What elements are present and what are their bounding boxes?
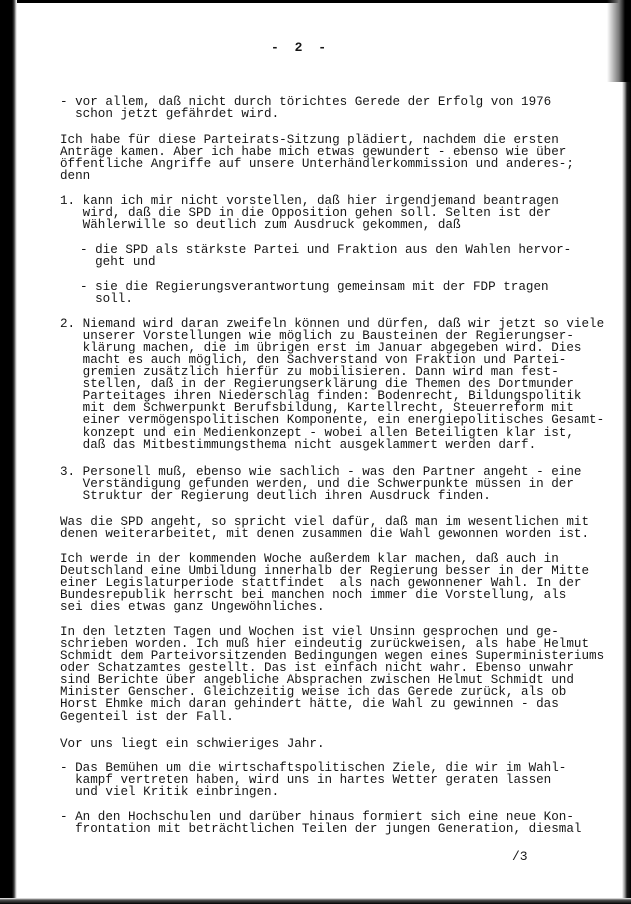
page-number: - 2 - [271,40,331,55]
text-line: schon jetzt gefährdet wird. [60,107,280,121]
text-line: geht und [80,255,156,269]
text-line: Vor uns liegt ein schwieriges Jahr. [60,737,325,751]
text-line: klärung machen, die im übrigen erst im Januar abgegeben wird. Dies [60,341,582,355]
text-line: macht es auch möglich, den Sachverstand von Fraktion und Partei- [60,353,567,367]
text-line: Anträge kamen. Aber ich habe mich etwas gewundert - ebenso wie über [60,145,567,159]
next-page-ref: /3 [512,849,528,864]
text-line: kampf vertreten haben, wird uns in hartes Wetter geraten lassen [60,773,552,787]
text-line: wird, daß die SPD in die Opposition gehen soll. Selten ist der [60,206,552,220]
text-line: 1. kann ich mir nicht vorstellen, daß hier irgendjemand beantragen [60,194,559,208]
text-line: gremien zusätzlich hierfür zu mobilisieren. Dann wird man fest- [60,365,559,379]
text-line: sind Berichte über angebliche Absprachen zwischen Helmut Schmidt und [60,673,574,687]
text-line: frontation mit beträchtlichen Teilen der jungen Generation, diesmal [60,822,582,836]
text-line: denn [60,169,91,183]
text-line: Ich werde in der kommenden Woche außerdem klar machen, daß auch in [60,552,559,566]
text-line: Bundesrepublik herrscht bei manchen noch immer die Vorstellung, als [60,588,567,602]
text-line: Deutschland eine Umbildung innerhalb der Regierung besser in der Mitte [60,564,590,578]
text-line: - sie die Regierungsverantwortung gemeinsam mit der FDP tragen [80,280,549,294]
text-line: In den letzten Tagen und Wochen ist viel Unsinn gesprochen und ge- [60,625,559,639]
text-line: einer Legislaturperiode stattfindet als nach gewonnener Wahl. In der [60,576,582,590]
text-line: soll. [80,292,133,306]
text-line: Was die SPD angeht, so spricht viel dafür, daß man im wesentlichen mit [60,515,590,529]
scan-border-right [622,0,631,904]
text-line: Horst Ehmke mich daran gehindert hätte, die Wahl zu gewinnen - das [60,697,559,711]
text-line: denen weiterarbeitet, mit denen zusammen die Wahl gewonnen worden ist. [60,527,590,541]
text-line: oder Schatzamtes gestellt. Das ist einfach nicht wahr. Ebenso unwahr [60,661,574,675]
text-line: Struktur der Regierung deutlich ihren Ausdruck finden. [60,489,491,503]
text-line: sei dies etwas ganz Ungewöhnliches. [60,600,325,614]
scan-border-top [0,0,631,3]
text-line: stellen, daß in der Regierungserklärung die Themen des Dortmunder [60,377,574,391]
scan-corner-shadow [607,0,631,82]
text-line: Schmidt dem Parteivorsitzenden Bedingungen wegen eines Superministeriums [60,649,605,663]
text-line: Minister Genscher. Gleichzeitig weise ich das Gerede zurück, als ob [60,685,567,699]
text-line: Parteitages ihren Niederschlag finden: Bodenrecht, Bildungspolitik [60,389,582,403]
text-line: - die SPD als stärkste Partei und Fraktion aus den Wahlen hervor- [80,243,572,257]
text-line: öffentliche Angriffe auf unsere Unterhändlerkommission und anderes-; [60,157,574,171]
text-line: Verständigung gefunden werden, und die Schwerpunkte müssen in der [60,477,574,491]
text-line: unserer Vorstellungen wie möglich zu Bausteinen der Regierungser- [60,329,574,343]
text-line: - vor allem, daß nicht durch törichtes Gerede der Erfolg von 1976 [60,95,552,109]
text-line: 3. Personell muß, ebenso wie sachlich - was den Partner angeht - eine [60,465,582,479]
text-line: konzept und ein Medienkonzept - wobei allen Beteiligten klar ist, [60,426,574,440]
text-line: schrieben worden. Ich muß hier eindeutig zurückweisen, als habe Helmut [60,637,590,651]
text-line: Gegenteil ist der Fall. [60,710,234,724]
text-line: und viel Kritik einbringen. [60,785,280,799]
text-line: einer vermögenspolitischen Komponente, ein energiepolitisches Gesamt- [60,413,605,427]
text-line: daß das Mitbestimmungsthema nicht ausgeklammert werden darf. [60,438,537,452]
text-line: - An den Hochschulen und darüber hinaus formiert sich eine neue Kon- [60,810,574,824]
scan-border-bottom [0,898,631,904]
scan-border-left [0,0,17,904]
text-line: mit dem Schwerpunkt Berufsbildung, Kartellrecht, Steuerreform mit [60,401,574,415]
text-line: Wählerwille so deutlich zum Ausdruck gekommen, daß [60,218,461,232]
text-line: 2. Niemand wird daran zweifeln können und dürfen, daß wir jetzt so viele [60,317,605,331]
text-line: - Das Bemühen um die wirtschaftspolitischen Ziele, die wir im Wahl- [60,761,567,775]
text-line: Ich habe für diese Parteirats-Sitzung plädiert, nachdem die ersten [60,133,559,147]
